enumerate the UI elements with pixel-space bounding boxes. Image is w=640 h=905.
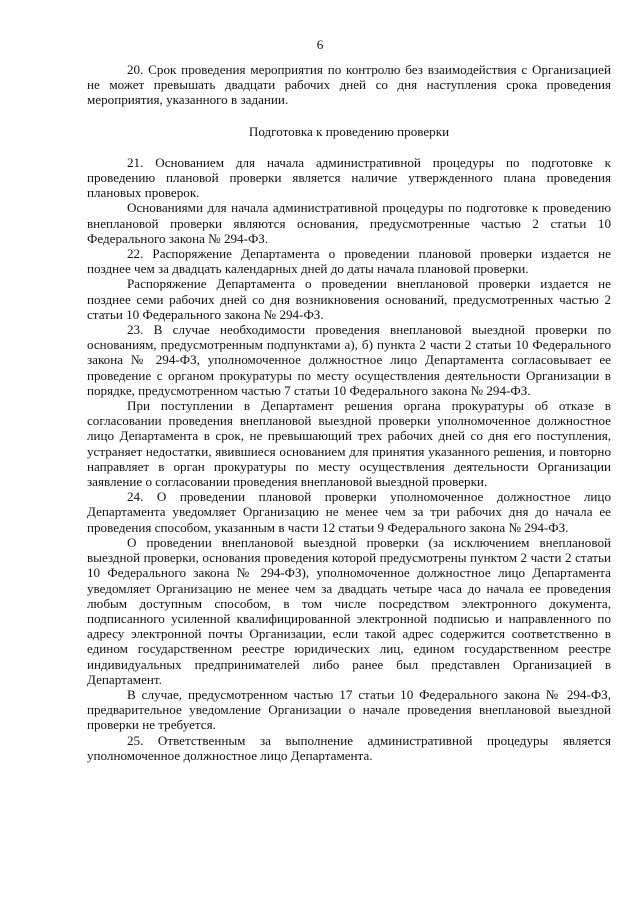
paragraph-20: 20. Срок проведения мероприятия по контролю без взаимодействия с Организацией не может превышать двадцати рабочих дней со дня наступления срока проведения мероприятия, указанного в задании. — [87, 62, 611, 108]
paragraph-23: 23. В случае необходимости проведения внеплановой выездной проверки по основаниям, предусмотренным подпунктами а), б) пункта 2 части 2 статьи 10 Федерального закона № 294-ФЗ, уполномоченное должностное лицо Департамента согласовывает ее проведение с органом прокуратуры по месту осуществления деятельности Организации в порядке, предусмотренном частью 7 статьи 10 Федерального закона № 294-ФЗ. — [87, 322, 611, 398]
paragraph-24: 24. О проведении плановой проверки уполномоченное должностное лицо Департамента уведомляет Организацию не менее чем за три рабочих дня до начала ее проведения способом, указанным в части 12 статьи 9 Федерального закона № 294-ФЗ. — [87, 489, 611, 535]
paragraph-23-refusal: При поступлении в Департамент решения органа прокуратуры об отказе в согласовании проведения внеплановой выездной проверки уполномоченное должностное лицо Департамента в срок, не превышающий трех рабочих дней со дня его поступления, устраняет недостатки, явившиеся основанием для принятия указанного решения, и повторно направляет в орган прокуратуры по месту осуществления деятельности Организации заявление о согласовании проведения внеплановой выездной проверки. — [87, 398, 611, 490]
paragraph-22-unscheduled: Распоряжение Департамента о проведении внеплановой проверки издается не позднее семи рабочих дней со дня возникновения оснований, предусмотренных частью 2 статьи 10 Федерального закона № 294-ФЗ. — [87, 276, 611, 322]
paragraph-24-exception: В случае, предусмотренном частью 17 статьи 10 Федерального закона № 294-ФЗ, предварительное уведомление Организации о начале проведения внеплановой выездной проверки не требуется. — [87, 686, 611, 733]
paragraph-21-unscheduled: Основаниями для начала административной процедуры по подготовке к проведению внеплановой проверки являются основания, предусмотренные частью 2 статьи 10 Федерального закона № 294-ФЗ. — [87, 200, 611, 246]
document-body — [87, 62, 611, 763]
section-heading: Подготовка к проведению проверки — [248, 123, 450, 139]
paragraph-22: 22. Распоряжение Департамента о проведении плановой проверки издается не позднее чем за двадцать календарных дней до даты начала плановой проверки. — [87, 246, 611, 277]
page-number: 6 — [316, 37, 324, 52]
paragraph-21: 21. Основанием для начала административной процедуры по подготовке к проведению плановой проверки является наличие утвержденного плана проведения плановых проверок. — [87, 154, 611, 201]
paragraph-25: 25. Ответственным за выполнение административной процедуры является уполномоченное должностное лицо Департамента. — [87, 732, 611, 763]
paragraph-24-unscheduled: О проведении внеплановой выездной проверки (за исключением внеплановой выездной проверки, основания проведения которой предусмотрены пунктом 2 части 2 статьи 10 Федерального закона № 294-ФЗ), уполномоченное должностное лицо Департамента уведомляет Организацию не менее чем за двадцать четыре часа до начала ее проведения любым доступным способом, в том числе посредством электронного документа, подписанного усиленной квалифицированной электронной подписью и направленного по адресу электронной почты Организации, если такой адрес содержится соответственно в едином государственном реестре юридических лиц, едином государственном реестре индивидуальных предпринимателей либо ранее был представлен Организацией в Департамент. — [87, 534, 611, 687]
